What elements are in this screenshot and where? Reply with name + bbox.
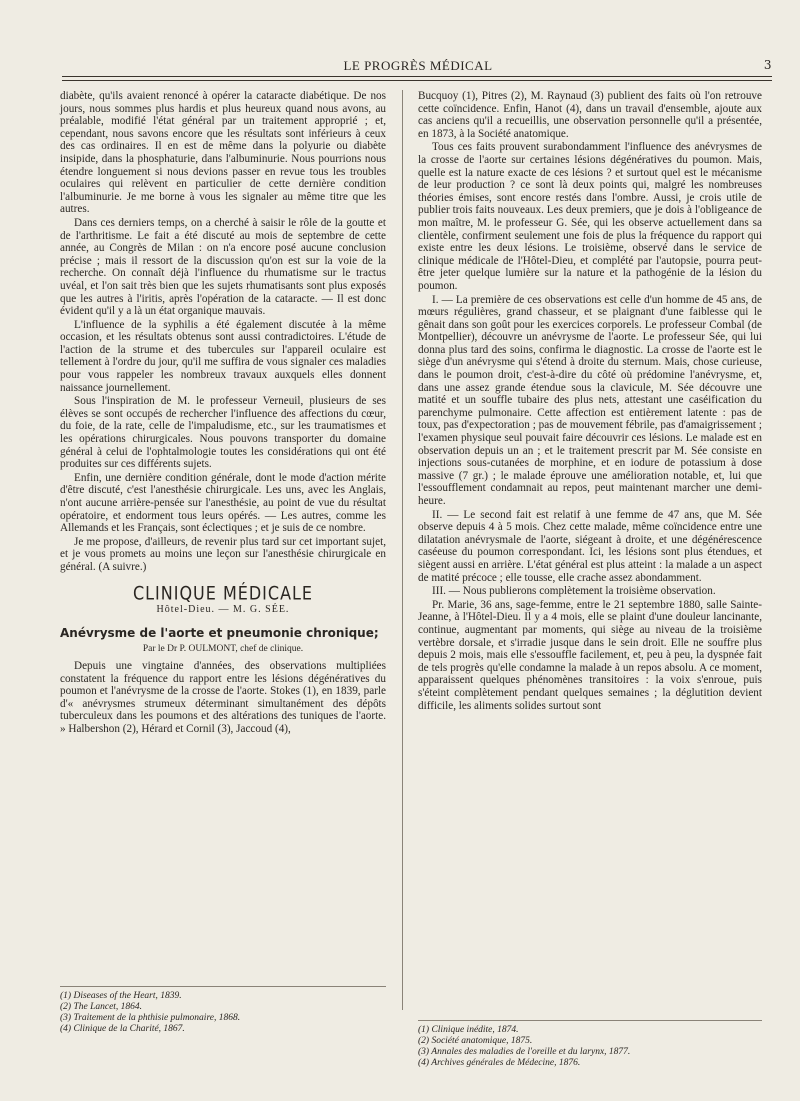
footnote: (1) Diseases of the Heart, 1839. xyxy=(60,991,182,1001)
paragraph: Tous ces faits prouvent surabondamment l'influence des anévrysmes de la crosse de l'aorte sur certaines lésions dégénératives du poumon. Mais, quelle est la nature exacte de ces lésions ? et surtout quel est le mécanisme de leur production ? ce sont là deux points qui, malgré les nombreuses théories émises, sont encore restés dans l'ombre. Aussi, je crois utile de publier trois faits nouveaux. Les deux premiers, que je dois à l'obligeance de mon maître, M. le professeur G. Sée, qui les observe actuellement dans sa clientèle, confirment seulement une fois de plus la fréquence du rapport qui existe entre les deux lésions. Le troisième, observé dans le service de clinique médicale de l'Hôtel-Dieu, et complété par l'autopsie, pourra peut-être jeter quelque lumière sur la nature et la pathogénie de la lésion du poumon. xyxy=(418,141,762,292)
footnote: (4) Archives générales de Médecine, 1876. xyxy=(418,1058,581,1068)
paragraph: III. — Nous publierons complètement la troisième observation. xyxy=(432,585,716,598)
paragraph: II. — Le second fait est relatif à une femme de 47 ans, que M. Sée observe depuis 4 à 5 mois. Chez cette malade, même coïncidence entre une dilatation anévrysmale de l'aorte, siégeant à droite, et une dégénérescence caséeuse du poumon correspondant. Ici, les lésions sont plus étendues, et siègent aussi en arrière. L'état général est plus atteint : la malade a un aspect de matité précoce ; elle tousse, elle crache assez abondamment. xyxy=(418,508,762,584)
paragraph: diabète, qu'ils avaient renoncé à opérer la cataracte diabétique. De nos jours, nous sommes plus hardis et plus heureux quand nous avons, au préalable, modifié l'état général par un traitement approprié ; et, cependant, nous savons encore que les résultats sont inférieurs à ceux des cas ordinaires. Il en est de même dans la polyurie ou diabète insipide, dans la phosphaturie, dans l'albuminurie. Nous pourrions nous étendre longuement si nous devions passer en revue tous les troubles oculaires qui relèvent en particulier de cette dernière condition l'albuminurie. Je me borne à vous les signaler au même titre que les autres. xyxy=(60,90,386,216)
footnote: (1) Clinique inédite, 1874. xyxy=(418,1025,519,1035)
paragraph: Sous l'inspiration de M. le professeur Verneuil, plusieurs de ses élèves se sont occupés de rechercher l'influence des affections du cœur, du foie, de la rate, celle de l'impaludisme, etc., sur les traumatismes et les opérations chirurgicales. Nous pouvons transporter du domaine général à celui de l'ophtalmologie toutes les considérations qui ont été produites sur ces différents sujets. xyxy=(60,395,386,471)
paragraph: Dans ces derniers temps, on a cherché à saisir le rôle de la goutte et de l'arthritisme. Le fait a été discuté au mois de septembre de cette année, au Congrès de Milan : on n'a encore posé aucune conclusion précise ; mais il ressort de la discussion qu'on est sur la voie de la recherche. On connaît déjà l'influence du rhumatisme sur le tractus uvéal, et l'on sait très bien que les sujets rhumatisants sont plus exposés que les autres à l'iritis, après l'opération de la cataracte. — Il est donc évident qu'il y a là un état organique mauvais. xyxy=(60,216,386,318)
section-title: CLINIQUE MÉDICALE xyxy=(132,582,314,604)
header-rule xyxy=(62,76,772,77)
left-column xyxy=(60,90,386,737)
paragraph: L'influence de la syphilis a été également discutée à la même occasion, et les résultats obtenus sont aussi contradictoires. L'étude de l'action de la strume et des tubercules sur l'appareil oculaire est tellement à l'ordre du jour, qu'il me suffira de vous signaler ces maladies pour vous rappeler les nombreux travaux auxquels elles donnent naissance journellement. xyxy=(60,318,386,394)
paragraph: Enfin, une dernière condition générale, dont le mode d'action mérite d'être discuté, c'est l'anesthésie chirurgicale. Les uns, avec les Anglais, n'ont aucune arrière-pensée sur l'anesthésie, au point de vue du résultat opératoire, et endorment tous leurs opérés. — Les autres, comme les Allemands et les Français, sont éclectiques ; et je suis de ce nombre. xyxy=(60,471,386,535)
page-number: 3 xyxy=(763,58,772,72)
header-rule-thin xyxy=(62,80,772,81)
footnote: (3) Annales des maladies de l'oreille et du larynx, 1877. xyxy=(418,1047,631,1057)
paragraph: I. — La première de ces observations est celle d'un homme de 45 ans, de mœurs régulières, grand chasseur, et se plaignant d'une faiblesse qui le gênait dans son goût pour les exercices corporels. Le professeur Combal (de Montpellier), découvre un anévrysme de l'aorte. Le professeur Sée, qui lui donna plus tard des soins, confirma le diagnostic. La crosse de l'aorte est le siège d'un anévrysme qui s'étend à droite du sternum. Mais, chose curieuse, dans le poumon droit, c'est-à-dire du côté où prédomine l'anévrysme, et, dans une assez grande étendue sous la clavicule, M. Sée découvre une matité et un souffle tubaire des plus nets, attestant une caséification du parenchyme pulmonaire. Cette affection est entièrement latente : pas de toux, pas d'expectoration ; pas de mouvement fébrile, pas d'amaigrissement ; l'examen physique seul pouvait faire découvrir ces lésions. Le malade est en observation depuis un an ; et le traitement prescrit par M. Sée consiste en injections sous-cutanées de morphine, et en iodure de potassium à dose massive (7 gr.) ; le malade éprouve une amélioration notable, et, lui que l'essoufflement condamnait au repos, peut maintenant marcher une demi-heure. xyxy=(418,293,762,507)
right-column xyxy=(418,90,762,713)
section-subtitle: Hôtel-Dieu. — M. G. SÉE. xyxy=(156,604,290,616)
article-title: Anévrysme de l'aorte et pneumonie chronique; xyxy=(60,625,379,640)
footnotes-right xyxy=(418,1020,762,1069)
column-divider xyxy=(402,90,403,1010)
footnote: (2) Société anatomique, 1875. xyxy=(418,1036,533,1046)
article-author: Par le Dr P. OULMONT, chef de clinique. xyxy=(142,644,304,655)
paragraph: Depuis une vingtaine d'années, des observations multipliées constatent la fréquence du rapport entre les lésions dégénératives du poumon et l'anévrysme de la crosse de l'aorte. Stokes (1), en 1839, parle d'« anévrysmes strumeux déterminant simultanément des dépôts tuberculeux dans les poumons et des altérations des tuniques de l'aorte. » Halbershon (2), Hérard et Cornil (3), Jaccoud (4), xyxy=(60,659,386,735)
footnotes-left xyxy=(60,986,386,1035)
footnote: (3) Traitement de la phthisie pulmonaire, 1868. xyxy=(60,1013,241,1023)
footnote: (4) Clinique de la Charité, 1867. xyxy=(60,1024,185,1034)
running-title: LE PROGRÈS MÉDICAL xyxy=(343,58,493,73)
paragraph: Je me propose, d'ailleurs, de revenir plus tard sur cet important sujet, et je vous promets au moins une leçon sur l'anesthésie chirurgicale en général. (A suivre.) xyxy=(60,535,386,573)
paragraph: Bucquoy (1), Pitres (2), M. Raynaud (3) publient des faits où l'on retrouve cette coïncidence. Enfin, Hanot (4), dans un travail d'ensemble, ajoute aux cas anciens qu'il a recueillis, une observation personnelle qu'il a présentée, en 1873, à la Société anatomique. xyxy=(418,90,762,140)
paragraph: Pr. Marie, 36 ans, sage-femme, entre le 21 septembre 1880, salle Sainte-Jeanne, à l'Hôtel-Dieu. Il y a 4 mois, elle se plaint d'une douleur lancinante, continue, augmentant par moments, qui siège au niveau de la troisième vertèbre dorsale, et s'irradie jusque dans le sein droit. Elle ne souffre plus depuis 2 mois, mais elle s'essouffle facilement, et, peu à peu, la dyspnée fait de tels progrès qu'elle condamne la malade à un repos absolu. A ce moment, apparaissent quelques phénomènes transitoires : la voix s'enroue, puis s'éteint complètement pendant quelques semaines ; la déglutition devient difficile, les aliments solides surtout sont xyxy=(418,598,762,712)
footnote: (2) The Lancet, 1864. xyxy=(60,1002,143,1012)
page-header xyxy=(64,58,772,74)
